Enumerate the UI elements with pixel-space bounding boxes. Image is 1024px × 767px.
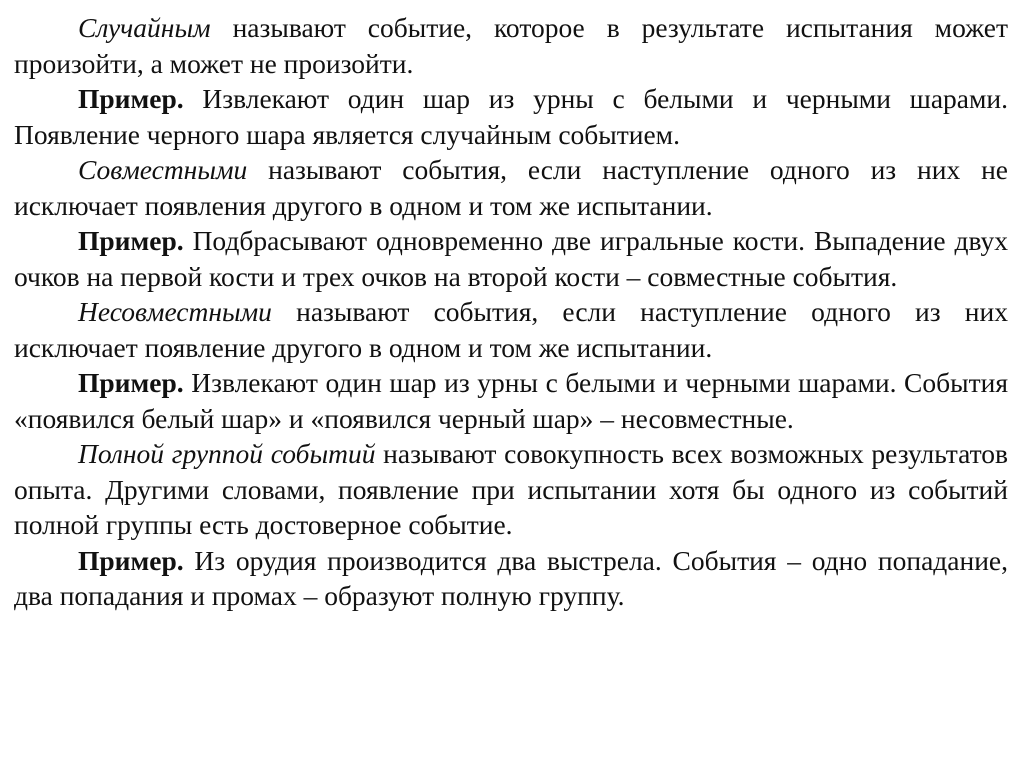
example-compatible-events <box>14 223 1008 294</box>
term-compatible: Совместными <box>78 154 248 185</box>
example-text: Извлекают один шар из урны с белыми и черными шарами. Появление черного шара является случайным событием. <box>14 83 1008 150</box>
example-random-event <box>14 81 1008 152</box>
example-label: Пример. <box>78 83 184 114</box>
term-complete-group: Полной группой событий <box>78 438 376 469</box>
definition-random-event <box>14 10 1008 81</box>
definition-text: называют совокупность всех возможных результатов опыта. Другими словами, появление при испытании хотя бы одного из событий полной группы есть достоверное событие. <box>14 438 1008 540</box>
definition-text: называют событие, которое в результате испытания может произойти, а может не произойти. <box>14 12 1008 79</box>
example-incompatible-events <box>14 365 1008 436</box>
definition-text: называют события, если наступление одного из них не исключает появления другого в одном и том же испытании. <box>14 154 1008 221</box>
definition-incompatible-events <box>14 294 1008 365</box>
example-text: Из орудия производится два выстрела. События – одно попадание, два попадания и промах – образуют полную группу. <box>14 544 1008 611</box>
example-label: Пример. <box>78 367 184 398</box>
example-complete-group <box>14 543 1008 614</box>
definition-complete-group <box>14 436 1008 543</box>
example-text: Подбрасывают одновременно две игральные кости. Выпадение двух очков на первой кости и трех очков на второй кости – совместные события. <box>14 225 1008 292</box>
document-page <box>14 10 1008 614</box>
term-random: Случайным <box>78 12 211 43</box>
definition-text: называют события, если наступление одного из них исключает появление другого в одном и том же испытании. <box>14 296 1008 363</box>
term-incompatible: Несовместными <box>78 296 272 327</box>
example-text: Извлекают один шар из урны с белыми и черными шарами. События «появился белый шар» и «появился черный шар» – несовместные. <box>14 367 1008 434</box>
example-label: Пример. <box>78 225 184 256</box>
example-label: Пример. <box>78 544 184 576</box>
definition-compatible-events <box>14 152 1008 223</box>
